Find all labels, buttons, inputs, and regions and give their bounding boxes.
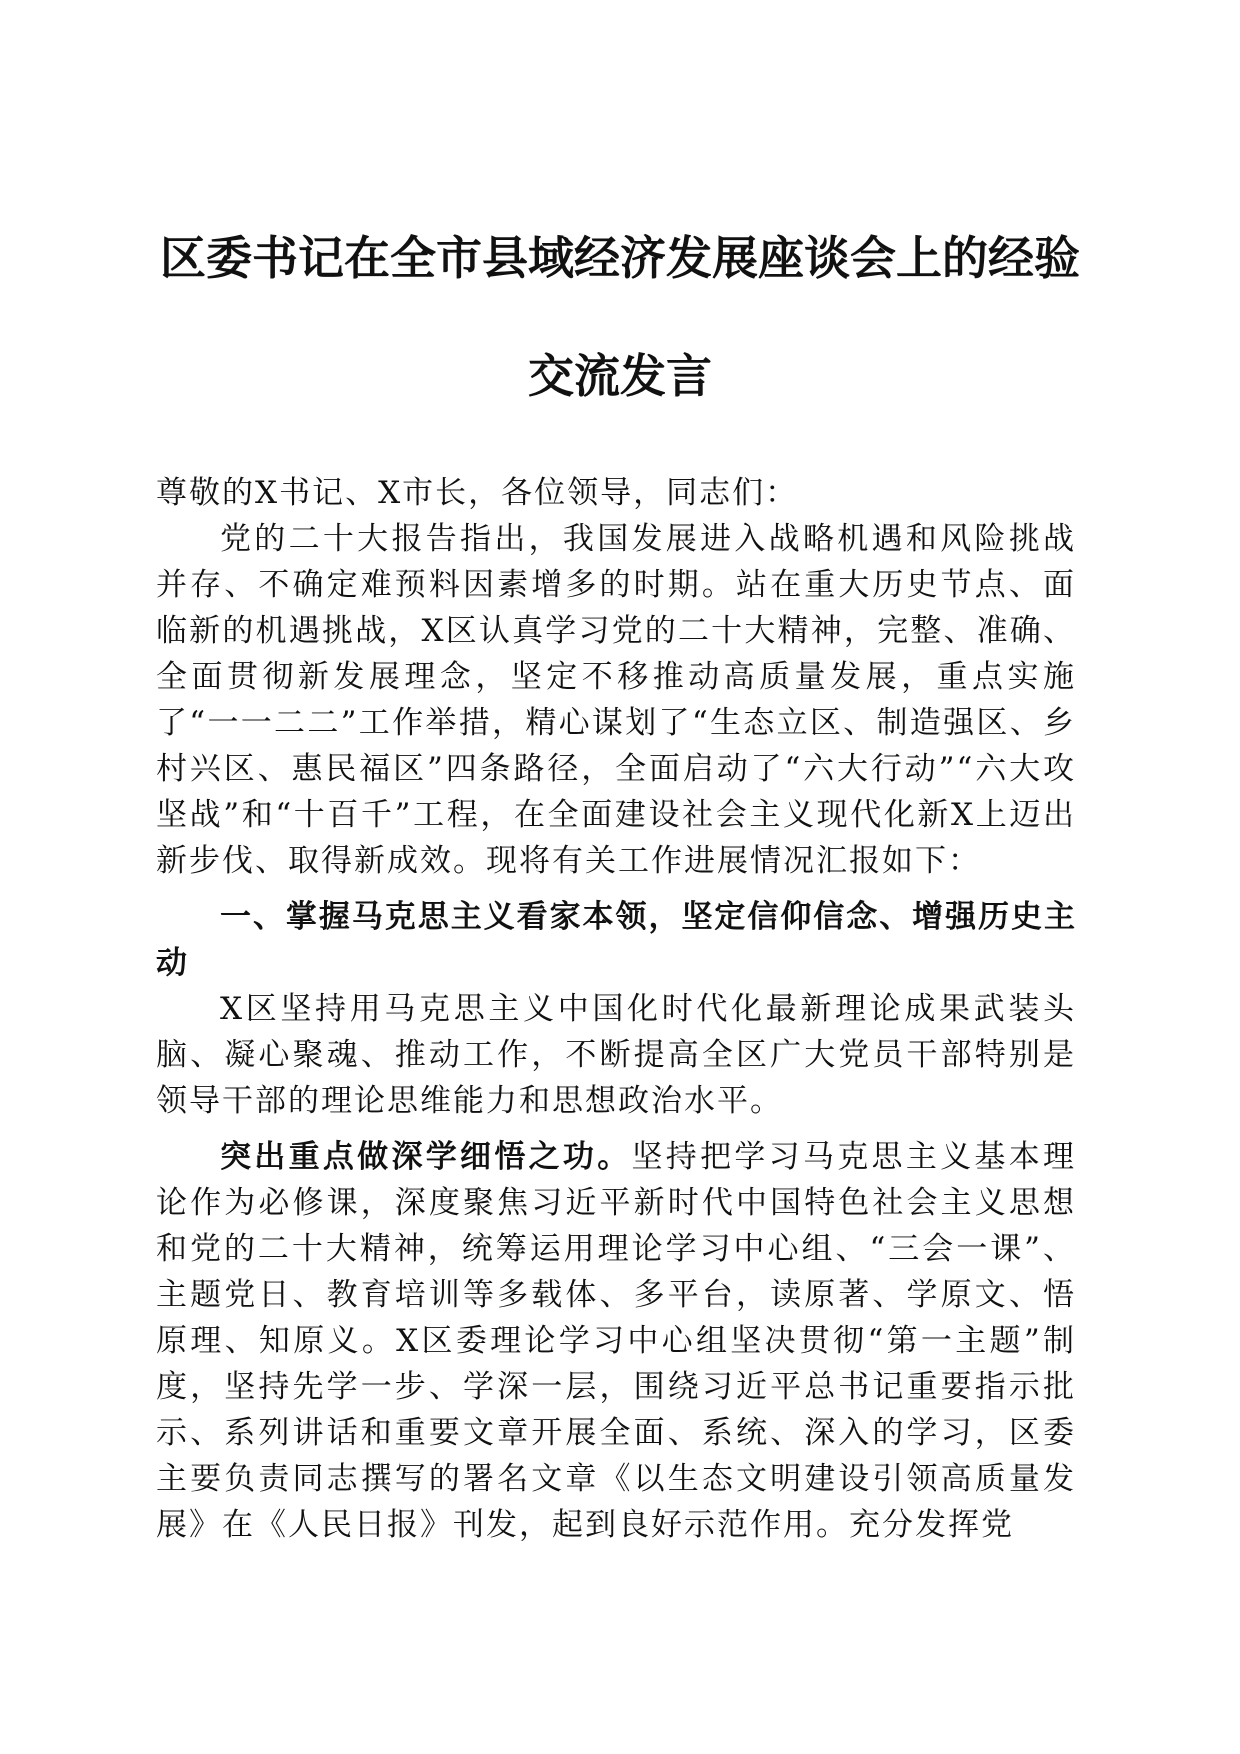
document-body bbox=[156, 470, 1076, 1548]
document-title-line-1: 区委书记在全市县域经济发展座谈会上的经验 bbox=[160, 231, 1080, 285]
salutation: 尊敬的X书记、X市长，各位领导，同志们： bbox=[156, 475, 799, 511]
section-heading: 一、掌握马克思主义看家本领，坚定信仰信念、增强历史主动 bbox=[156, 899, 1076, 981]
section-paragraph: X区坚持用马克思主义中国化时代化最新理论成果武装头脑、凝心聚魂、推动工作，不断提高全区广大党员干部特别是领导干部的理论思维能力和思想政治水平。 bbox=[156, 991, 1076, 1119]
intro-paragraph: 党的二十大报告指出，我国发展进入战略机遇和风险挑战并存、不确定难预料因素增多的时期。站在重大历史节点、面临新的机遇挑战，X区认真学习党的二十大精神，完整、准确、全面贯彻新发展理念，坚定不移推动高质量发展，重点实施了“一一二二”工作举措，精心谋划了“生态立区、制造强区、乡村兴区、惠民福区”四条路径，全面启动了“六大行动”“六大攻坚战”和“十百千”工程，在全面建设社会主义现代化新X上迈出新步伐、取得新成效。现将有关工作进展情况汇报如下： bbox=[156, 521, 1076, 879]
point-paragraph bbox=[156, 1134, 1076, 1548]
point-lead: 突出重点做深学细悟之功。 bbox=[220, 1139, 632, 1175]
document-title-line-2: 交流发言 bbox=[528, 349, 712, 403]
point-text: 坚持把学习马克思主义基本理论作为必修课，深度聚焦习近平新时代中国特色社会主义思想和党的二十大精神，统筹运用理论学习中心组、“三会一课”、主题党日、教育培训等多载体、多平台，读原著、学原文、悟原理、知原义。X区委理论学习中心组坚决贯彻“第一主题”制度，坚持先学一步、学深一层，围绕习近平总书记重要指示批示、系列讲话和重要文章开展全面、系统、深入的学习，区委主要负责同志撰写的署名文章《以生态文明建设引领高质量发展》在《人民日报》刊发，起到良好示范作用。充分发挥党 bbox=[156, 1139, 1076, 1543]
